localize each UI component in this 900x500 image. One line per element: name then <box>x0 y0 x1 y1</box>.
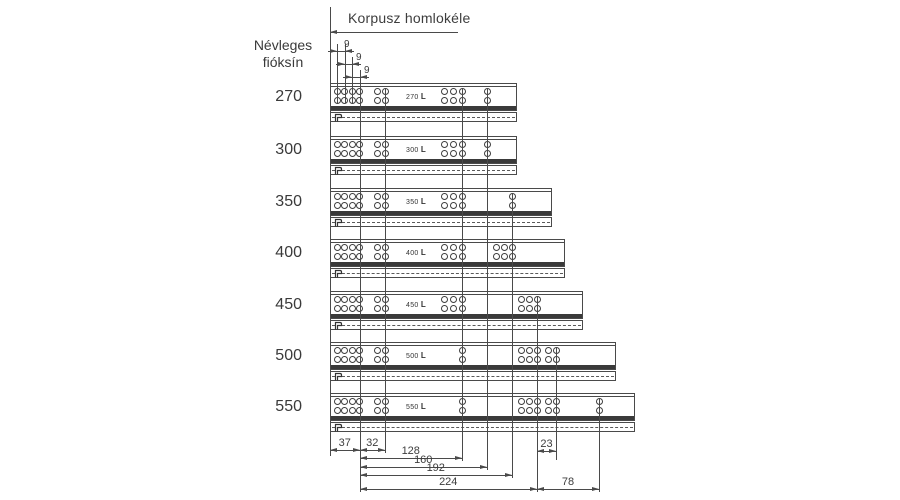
rail-strip-270 <box>330 112 517 122</box>
dim-arrow-icon <box>338 62 345 66</box>
row-size-label-300: 300 <box>275 141 302 158</box>
hole <box>450 244 457 251</box>
hole <box>493 244 500 251</box>
hole <box>341 193 348 200</box>
rail-strip-450 <box>330 320 583 330</box>
strip-dash-line <box>332 325 581 326</box>
hole <box>341 244 348 251</box>
rail-bottom-band <box>331 314 582 318</box>
rail-label-suffix: L <box>420 300 427 309</box>
hole <box>374 407 381 414</box>
hole <box>441 244 448 251</box>
hole <box>450 193 457 200</box>
hole <box>334 141 341 148</box>
rail-strip-300 <box>330 165 517 175</box>
hole <box>349 202 356 209</box>
hole <box>526 296 533 303</box>
hole <box>441 150 448 157</box>
front-edge-arrow-icon <box>330 30 337 34</box>
rail-inner-label-450 <box>406 300 426 309</box>
dimension-label: 78 <box>561 476 575 488</box>
left-axis-header-line1: Névleges <box>253 37 313 53</box>
hole <box>349 347 356 354</box>
rail-label-size: 500 <box>406 353 421 360</box>
rail-inner-label-400 <box>406 248 426 257</box>
rail-label-size: 270 <box>406 94 421 101</box>
hole <box>526 398 533 405</box>
hole <box>526 305 533 312</box>
dimension-label: 23 <box>540 438 553 450</box>
reference-line <box>537 296 538 492</box>
hole <box>501 244 508 251</box>
hole <box>441 202 448 209</box>
front-tab-path <box>336 220 342 227</box>
row-size-label-400: 400 <box>275 244 302 261</box>
hole <box>349 407 356 414</box>
hole <box>518 347 525 354</box>
hole <box>441 193 448 200</box>
reference-line <box>337 44 338 103</box>
front-tab-icon <box>334 372 343 381</box>
front-tab-icon <box>334 113 343 122</box>
reference-line <box>330 7 331 456</box>
hole <box>334 193 341 200</box>
rail-bottom-band <box>331 211 551 215</box>
hole <box>450 296 457 303</box>
hole <box>341 296 348 303</box>
hole <box>518 296 525 303</box>
hole <box>334 356 341 363</box>
hole <box>334 150 341 157</box>
hole <box>450 141 457 148</box>
rail-inner-label-270 <box>406 92 426 101</box>
hole <box>450 97 457 104</box>
rail-strip-500 <box>330 371 616 381</box>
rail-body-500 <box>330 342 616 370</box>
hole <box>334 296 341 303</box>
page-title: Korpusz homlokéle <box>348 10 471 26</box>
hole <box>349 398 356 405</box>
row-size-label-350: 350 <box>275 193 302 210</box>
reference-line <box>487 88 488 470</box>
reference-line <box>385 88 386 453</box>
hole <box>349 356 356 363</box>
hole <box>341 253 348 260</box>
hole <box>334 253 341 260</box>
rail-body-450 <box>330 291 583 319</box>
hole <box>349 253 356 260</box>
rail-bottom-band <box>331 262 564 266</box>
rail-top-edge <box>331 396 634 397</box>
hole <box>374 356 381 363</box>
hole <box>334 398 341 405</box>
hole <box>349 141 356 148</box>
rail-label-size: 550 <box>406 404 421 411</box>
hole <box>374 305 381 312</box>
hole <box>441 97 448 104</box>
hole <box>545 356 552 363</box>
hole <box>341 347 348 354</box>
dim-arrow-icon <box>330 49 337 53</box>
hole <box>349 244 356 251</box>
hole <box>374 296 381 303</box>
hole <box>526 356 533 363</box>
hole <box>493 253 500 260</box>
hole <box>450 253 457 260</box>
rail-body-350 <box>330 188 552 216</box>
hole <box>450 88 457 95</box>
strip-dash-line <box>332 222 550 223</box>
hole <box>518 407 525 414</box>
hole <box>334 202 341 209</box>
row-size-label-550: 550 <box>275 398 302 415</box>
row-size-label-500: 500 <box>275 347 302 364</box>
hole <box>441 253 448 260</box>
front-tab-path <box>336 168 342 175</box>
hole <box>349 193 356 200</box>
hole <box>341 150 348 157</box>
front-tab-icon <box>334 269 343 278</box>
rail-label-suffix: L <box>420 92 427 101</box>
hole <box>374 347 381 354</box>
strip-dash-line <box>332 273 563 274</box>
dimension-label: 128 <box>401 445 420 457</box>
strip-dash-line <box>332 427 633 428</box>
hole <box>450 305 457 312</box>
rail-label-size: 400 <box>406 250 421 257</box>
hole <box>374 88 381 95</box>
dimension-label: 224 <box>439 476 458 488</box>
rail-inner-label-300 <box>406 145 426 154</box>
rail-strip-550 <box>330 422 635 432</box>
reference-line <box>599 398 600 492</box>
hole <box>374 150 381 157</box>
rail-body-400 <box>330 239 565 267</box>
rail-strip-350 <box>330 217 552 227</box>
hole <box>545 407 552 414</box>
hole <box>341 141 348 148</box>
rail-inner-label-550 <box>406 402 426 411</box>
front-tab-icon <box>334 166 343 175</box>
hole <box>334 305 341 312</box>
spacing-dim-label: 9 <box>344 39 350 50</box>
rail-label-suffix: L <box>420 351 427 360</box>
front-tab-icon <box>334 423 343 432</box>
hole <box>441 305 448 312</box>
hole <box>450 150 457 157</box>
hole <box>341 398 348 405</box>
dimension-line <box>537 489 599 490</box>
rail-label-size: 300 <box>406 147 421 154</box>
front-tab-icon <box>334 218 343 227</box>
rail-bottom-band <box>331 365 615 369</box>
dimension-label: 37 <box>338 437 351 449</box>
hole <box>341 202 348 209</box>
rail-inner-label-350 <box>406 197 426 206</box>
rail-top-edge <box>331 345 615 346</box>
row-size-label-450: 450 <box>275 296 302 313</box>
hole <box>526 407 533 414</box>
left-axis-header-line2: fióksín <box>262 54 304 70</box>
hole <box>349 150 356 157</box>
rail-label-suffix: L <box>420 402 427 411</box>
hole <box>545 398 552 405</box>
hole <box>441 141 448 148</box>
hole <box>334 347 341 354</box>
hole <box>374 253 381 260</box>
dim-arrow-icon <box>345 75 352 79</box>
front-tab-path <box>336 323 342 330</box>
spacing-dim-label: 9 <box>364 65 370 76</box>
front-tab-path <box>336 271 342 278</box>
rail-label-suffix: L <box>420 248 427 257</box>
hole <box>518 305 525 312</box>
reference-line <box>462 88 463 461</box>
hole <box>341 407 348 414</box>
hole <box>341 305 348 312</box>
hole <box>334 244 341 251</box>
hole <box>501 253 508 260</box>
reference-line <box>512 193 513 478</box>
rail-label-suffix: L <box>420 197 427 206</box>
hole <box>374 202 381 209</box>
dimension-line <box>360 489 538 490</box>
dimension-label: 160 <box>414 454 433 466</box>
rail-label-size: 350 <box>406 199 421 206</box>
spacing-dim-label: 9 <box>356 52 362 63</box>
rail-top-edge <box>331 294 582 295</box>
hole <box>518 356 525 363</box>
rail-top-edge <box>331 191 551 192</box>
hole <box>374 398 381 405</box>
rail-bottom-band <box>331 416 634 420</box>
rail-top-edge <box>331 242 564 243</box>
front-tab-icon <box>334 321 343 330</box>
title-underline <box>330 32 458 33</box>
front-tab-path <box>336 374 342 381</box>
hole <box>349 296 356 303</box>
hole <box>545 347 552 354</box>
hole <box>518 398 525 405</box>
rail-strip-400 <box>330 268 565 278</box>
hole <box>526 347 533 354</box>
strip-dash-line <box>332 376 614 377</box>
hole <box>374 141 381 148</box>
hole <box>334 407 341 414</box>
hole <box>441 296 448 303</box>
dimension-label: 192 <box>426 462 445 474</box>
hole <box>341 356 348 363</box>
dimension-label: 32 <box>366 437 379 449</box>
hole <box>374 244 381 251</box>
row-size-label-270: 270 <box>275 88 302 105</box>
hole <box>349 305 356 312</box>
rail-label-size: 450 <box>406 302 421 309</box>
hole <box>374 97 381 104</box>
front-tab-path <box>336 115 342 122</box>
hole <box>441 88 448 95</box>
reference-line <box>556 347 557 460</box>
rail-label-suffix: L <box>420 145 427 154</box>
hole <box>374 193 381 200</box>
hole <box>450 202 457 209</box>
rail-inner-label-500 <box>406 351 426 360</box>
reference-line <box>360 70 361 492</box>
front-tab-path <box>336 425 342 432</box>
